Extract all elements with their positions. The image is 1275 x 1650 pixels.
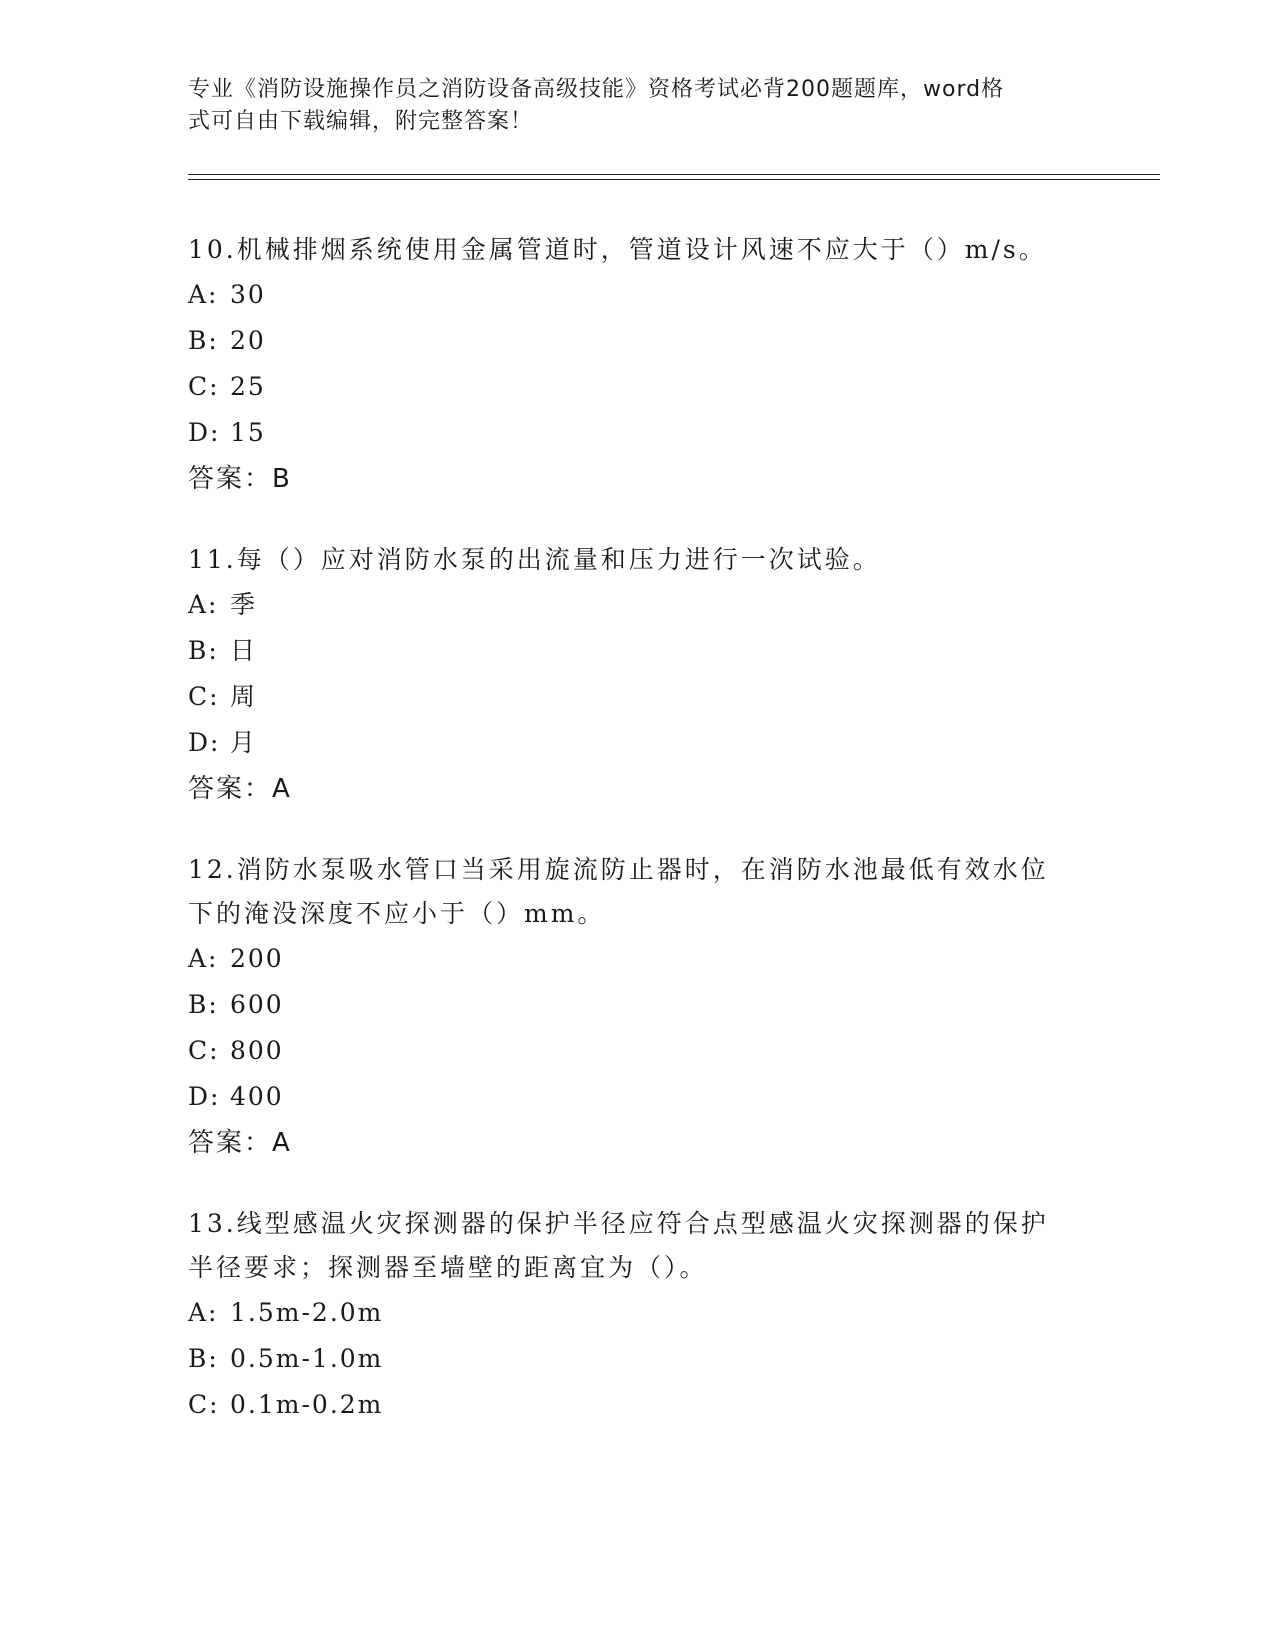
question-13 [188,1202,1088,1428]
option-text: 20 [230,326,266,355]
question-stem [188,228,1088,272]
option-text: 日 [230,636,258,665]
question-10 [188,228,1088,502]
stem-line: 13.线型感温火灾探测器的保护半径应符合点型感温火灾探测器的保护 [188,1209,1049,1238]
option-b [188,318,1088,364]
header-line-2: 式可自由下载编辑，附完整答案！ [188,109,534,134]
option-a [188,272,1088,318]
option-b [188,628,1088,674]
answer: 答案：A [188,1128,292,1158]
option-c [188,1028,1088,1074]
question-11 [188,538,1088,812]
option-label: B: [188,990,219,1019]
stem-line: 11.每（）应对消防水泵的出流量和压力进行一次试验。 [188,545,881,574]
question-stem [188,538,1088,582]
header-line-1: 专业《消防设施操作员之消防设备高级技能》资格考试必背200题题库，word格 [188,77,1005,102]
option-label: A: [188,944,219,973]
document-header [188,74,1068,138]
question-12 [188,848,1088,1166]
option-text: 25 [230,372,266,401]
option-b [188,1336,1088,1382]
header-divider-top [188,174,1160,175]
option-text: 30 [230,280,266,309]
option-b [188,982,1088,1028]
stem-line: 12.消防水泵吸水管口当采用旋流防止器时，在消防水池最低有效水位 [188,855,1049,884]
option-label: A: [188,590,219,619]
option-d [188,410,1088,456]
option-label: D: [188,1082,221,1111]
option-label: C: [188,372,220,401]
answer: 答案：A [188,774,292,804]
option-d [188,720,1088,766]
option-text: 200 [230,944,284,973]
header-divider-bottom [188,179,1160,180]
answer: 答案：B [188,464,292,494]
option-text: 1.5m-2.0m [230,1298,384,1327]
option-label: D: [188,418,221,447]
option-label: B: [188,636,219,665]
option-label: B: [188,1344,219,1373]
option-label: C: [188,1036,220,1065]
option-text: 800 [230,1036,284,1065]
option-label: A: [188,1298,219,1327]
option-a [188,1290,1088,1336]
option-text: 周 [230,682,258,711]
option-label: A: [188,280,219,309]
stem-line: 10.机械排烟系统使用金属管道时，管道设计风速不应大于（）m/s。 [188,235,1047,264]
stem-line: 半径要求；探测器至墙壁的距离宜为（）。 [188,1253,708,1282]
option-c [188,1382,1088,1428]
option-label: D: [188,728,221,757]
option-c [188,364,1088,410]
stem-line: 下的淹没深度不应小于（）mm。 [188,899,606,928]
option-d [188,1074,1088,1120]
question-stem [188,848,1088,936]
option-label: C: [188,682,220,711]
option-text: 0.5m-1.0m [230,1344,384,1373]
option-text: 月 [230,728,258,757]
question-stem [188,1202,1088,1290]
option-label: C: [188,1390,220,1419]
option-a [188,582,1088,628]
option-label: B: [188,326,219,355]
option-a [188,936,1088,982]
option-text: 0.1m-0.2m [230,1390,384,1419]
option-text: 季 [230,590,258,619]
option-text: 15 [230,418,266,447]
option-text: 400 [230,1082,284,1111]
option-text: 600 [230,990,284,1019]
option-c [188,674,1088,720]
